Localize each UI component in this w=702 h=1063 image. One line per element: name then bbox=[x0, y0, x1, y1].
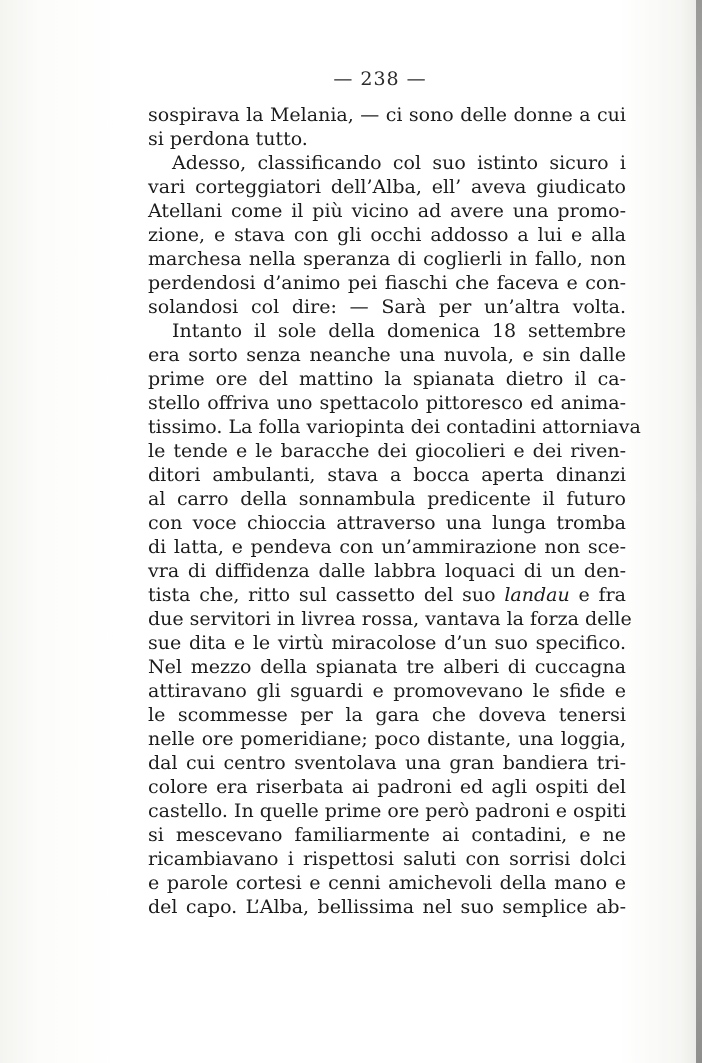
page-edge-shadow bbox=[696, 0, 702, 1063]
text-line: Intanto il sole della domenica 18 settembre bbox=[172, 320, 626, 342]
text-line: si mescevano familiarmente ai contadini, e ne bbox=[148, 824, 626, 846]
text-line: castello. In quelle prime ore però padroni e ospiti bbox=[148, 800, 627, 822]
text-line: e parole cortesi e cenni amichevoli della mano e bbox=[148, 872, 626, 894]
text-line: vari corteggiatori dell’Alba, ell’ aveva giudicato bbox=[148, 176, 626, 198]
text-line: Atellani come il più vicino ad avere una promo- bbox=[148, 200, 626, 222]
text-line: sospirava la Melania, — ci sono delle donne a cui bbox=[148, 104, 626, 126]
text-line: perdendosi d’animo pei fiaschi che faceva e con- bbox=[148, 272, 626, 294]
text-line: due servitori in livrea rossa, vantava la forza delle bbox=[148, 608, 632, 630]
text-line: le scommesse per la gara che doveva tenersi bbox=[148, 704, 626, 726]
text-line: solandosi col dire: — Sarà per un’altra volta. bbox=[148, 296, 626, 318]
page-number: — 238 — bbox=[333, 68, 427, 90]
text-line bbox=[148, 583, 626, 607]
text-line: stello offriva uno spettacolo pittoresco ed anima- bbox=[148, 392, 626, 414]
text-line: vra di diffidenza dalle labbra loquaci di un den- bbox=[148, 560, 626, 582]
text-line: si perdona tutto. bbox=[148, 128, 308, 150]
text-line: marchesa nella speranza di coglierli in fallo, non bbox=[148, 248, 626, 270]
text-line: tissimo. La folla variopinta dei contadini attorniava bbox=[148, 416, 641, 438]
body-text bbox=[148, 103, 641, 919]
text-line: di latta, e pendeva con un’ammirazione non sce- bbox=[148, 536, 626, 558]
text-line: attiravano gli sguardi e promovevano le sfide e bbox=[148, 680, 626, 702]
text-line: Adesso, classificando col suo istinto sicuro i bbox=[172, 152, 626, 174]
text-line: le tende e le baracche dei giocolieri e dei riven- bbox=[148, 440, 626, 462]
text-line: al carro della sonnambula predicente il futuro bbox=[148, 488, 626, 510]
text-line: con voce chioccia attraverso una lunga tromba bbox=[148, 512, 626, 534]
text-line: del capo. L’Alba, bellissima nel suo semplice ab- bbox=[148, 896, 626, 918]
text-line: colore era riserbata ai padroni ed agli ospiti del bbox=[148, 776, 626, 798]
text-line: nelle ore pomeridiane; poco distante, una loggia, bbox=[148, 728, 626, 750]
text-segment: e fra bbox=[569, 584, 626, 606]
text-line: dal cui centro sventolava una gran bandiera tri- bbox=[148, 752, 626, 774]
text-segment: tista che, ritto sul cassetto del suo bbox=[148, 584, 505, 606]
text-line: prime ore del mattino la spianata dietro il ca- bbox=[148, 368, 626, 390]
text-line: era sorto senza neanche una nuvola, e sin dalle bbox=[148, 344, 626, 366]
text-line: ricambiavano i rispettosi saluti con sorrisi dolci bbox=[148, 848, 626, 870]
text-line: Nel mezzo della spianata tre alberi di cuccagna bbox=[148, 656, 626, 678]
text-line: ditori ambulanti, stava a bocca aperta dinanzi bbox=[148, 464, 626, 486]
text-line: sue dita e le virtù miracolose d’un suo specifico. bbox=[148, 632, 626, 654]
text-line: zione, e stava con gli occhi addosso a lui e alla bbox=[148, 224, 626, 246]
italic-word: landau bbox=[504, 584, 570, 606]
